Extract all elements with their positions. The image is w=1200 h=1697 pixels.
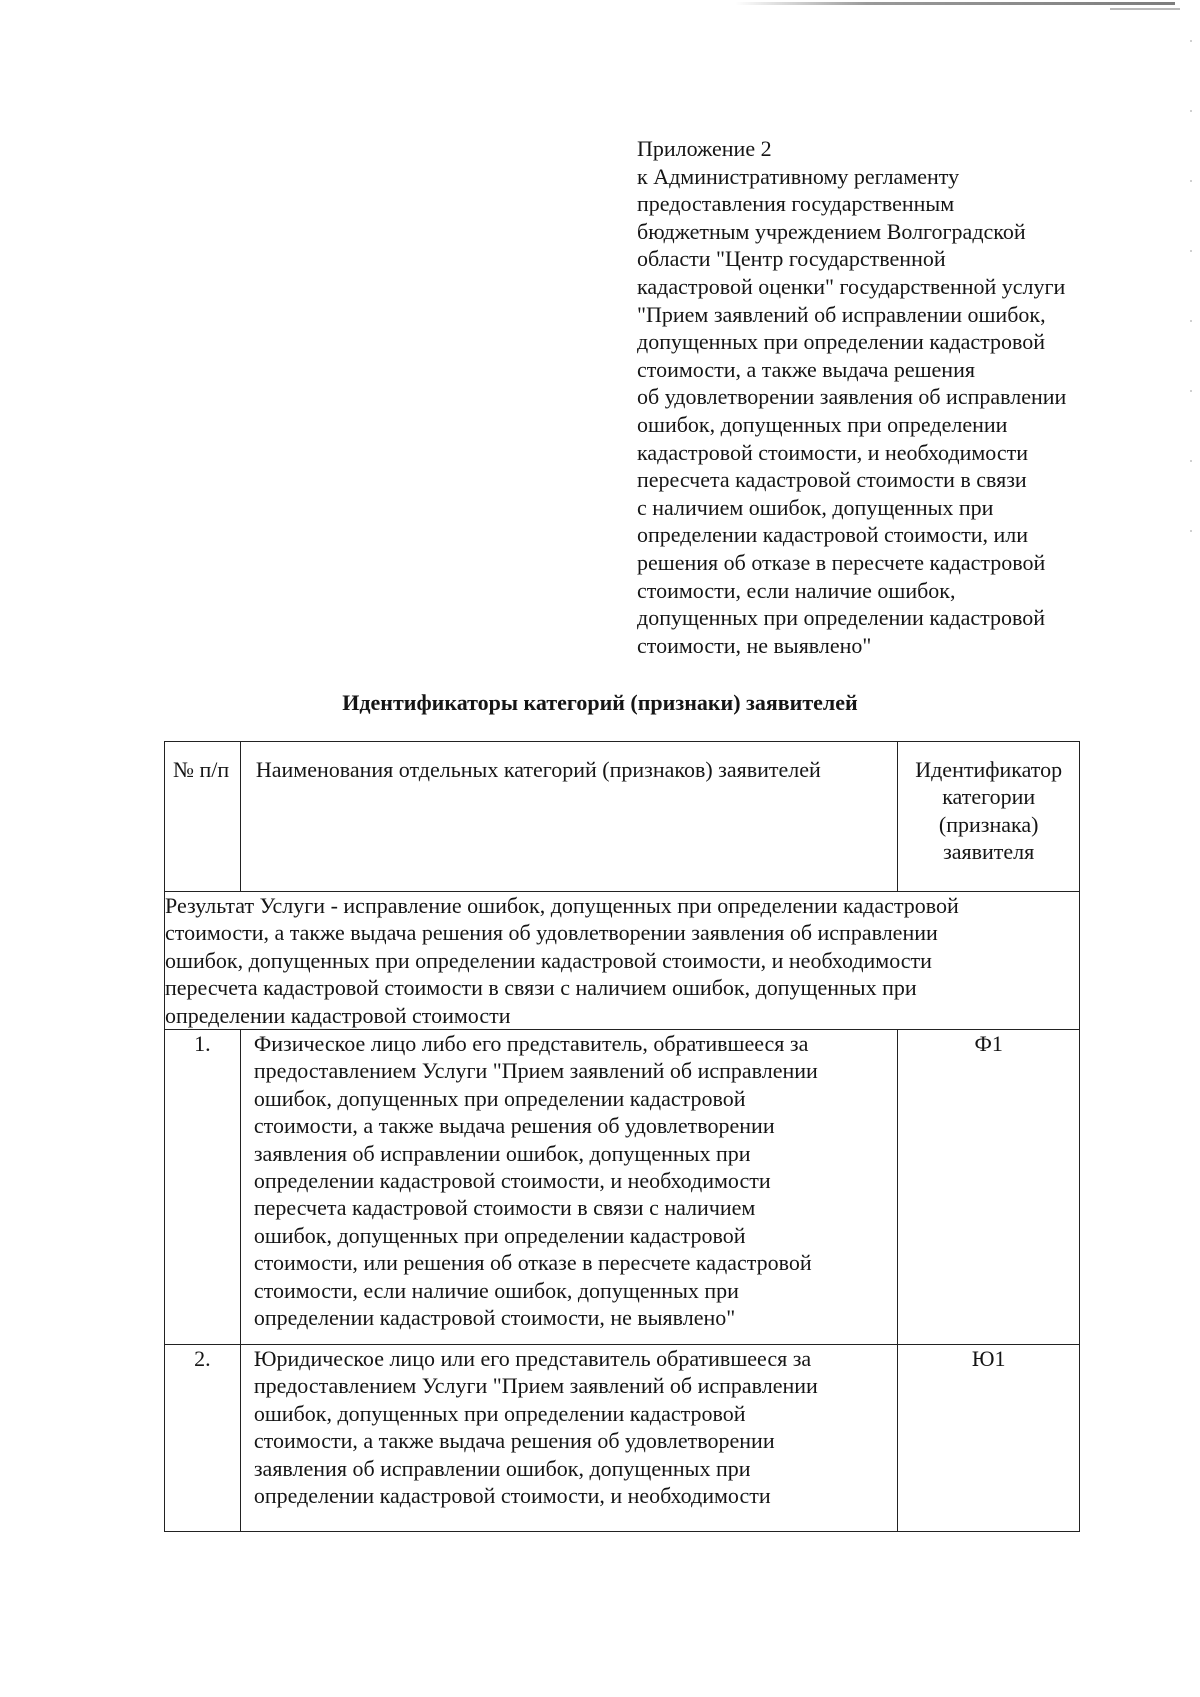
group-line: определении кадастровой стоимости (165, 1002, 511, 1028)
row-num-cell: 1. (165, 1030, 241, 1345)
header-name-cell: Наименования отдельных категорий (признаков) заявителей (240, 742, 898, 892)
group-line: ошибок, допущенных при определении кадастровой стоимости, и необходимости (165, 947, 932, 973)
group-line: Результат Услуги - исправление ошибок, допущенных при определении кадастровой (165, 893, 959, 918)
scan-margin-artifacts (1190, 40, 1192, 540)
row-name-line: пересчета кадастровой стоимости в связи с наличием (253, 1195, 756, 1221)
row-name-line: предоставлением Услуги "Прием заявлений об исправлении (253, 1058, 818, 1084)
appendix-header (637, 135, 1177, 659)
row-name-line: заявления об исправлении ошибок, допущенных при (253, 1140, 751, 1166)
appendix-line: области "Центр государственной (637, 246, 946, 272)
appendix-line: стоимости, если наличие ошибок, (637, 577, 956, 603)
appendix-line: ошибок, допущенных при определении (637, 411, 1008, 437)
row-name-line: стоимости, а также выдача решения об удовлетворении (253, 1113, 775, 1139)
row-name-line: предоставлением Услуги "Прием заявлений об исправлении (253, 1373, 818, 1399)
applicant-categories-table (164, 741, 1080, 1532)
row-name-line: Физическое лицо либо его представитель, обратившееся за (253, 1031, 809, 1057)
appendix-line: "Прием заявлений об исправлении ошибок, (637, 301, 1046, 327)
appendix-line: бюджетным учреждением Волгоградской (637, 218, 1026, 244)
header-id-line: Идентификатор (915, 757, 1063, 782)
appendix-line: кадастровой стоимости, и необходимости (637, 439, 1029, 465)
row-name-line: определении кадастровой стоимости, и необходимости (253, 1483, 771, 1509)
row-name-line: стоимости, или решения об отказе в пересчете кадастровой (253, 1250, 812, 1276)
appendix-line: пересчета кадастровой стоимости в связи (637, 467, 1027, 493)
row-id-cell: Ю1 (898, 1345, 1080, 1532)
appendix-line: стоимости, а также выдача решения (637, 356, 975, 382)
row-name-line: Юридическое лицо или его представитель обратившееся за (253, 1346, 812, 1372)
table-header-row (165, 742, 1080, 892)
header-id-line: заявителя (943, 839, 1035, 865)
group-row (165, 892, 1080, 1030)
row-name-line: ошибок, допущенных при определении кадастровой (253, 1400, 746, 1426)
row-name-line: ошибок, допущенных при определении кадастровой (253, 1085, 746, 1111)
document-title: Идентификаторы категорий (признаки) заявителей (342, 690, 858, 715)
row-name-line: определении кадастровой стоимости, и необходимости (253, 1168, 771, 1194)
appendix-line: об удовлетворении заявления об исправлении (637, 384, 1067, 410)
header-id-line: (признака) (938, 811, 1039, 837)
row-id-cell: Ф1 (898, 1030, 1080, 1345)
header-id-cell (898, 742, 1080, 892)
appendix-line: к Административному регламенту (637, 163, 960, 189)
group-line: пересчета кадастровой стоимости в связи с наличием ошибок, допущенных при (165, 975, 917, 1001)
appendix-line: допущенных при определении кадастровой (637, 329, 1046, 355)
row-name-line: стоимости, если наличие ошибок, допущенных при (253, 1277, 739, 1303)
appendix-line: предоставления государственным (637, 191, 955, 217)
group-line: стоимости, а также выдача решения об удовлетворении заявления об исправлении (165, 920, 938, 946)
row-num-cell: 2. (165, 1345, 241, 1532)
row-name-cell (240, 1345, 898, 1532)
table-row (165, 1030, 1080, 1345)
appendix-line: решения об отказе в пересчете кадастровой (637, 549, 1046, 575)
header-num-cell: № п/п (165, 742, 241, 892)
header-id-line: категории (942, 784, 1036, 810)
appendix-line: определении кадастровой стоимости, или (637, 522, 1029, 548)
row-name-line: ошибок, допущенных при определении кадастровой (253, 1222, 746, 1248)
appendix-line: стоимости, не выявлено" (637, 632, 872, 658)
row-name-cell (240, 1030, 898, 1345)
row-name-line: стоимости, а также выдача решения об удовлетворении (253, 1428, 775, 1454)
row-name-line: определении кадастровой стоимости, не выявлено" (253, 1305, 736, 1331)
row-name-line: заявления об исправлении ошибок, допущенных при (253, 1455, 751, 1481)
appendix-line: с наличием ошибок, допущенных при (637, 494, 994, 520)
scan-edge-mark-2 (1110, 8, 1180, 10)
scan-edge-mark (735, 2, 1175, 5)
table-row (165, 1345, 1080, 1532)
appendix-line: Приложение 2 (637, 136, 772, 161)
appendix-line: кадастровой оценки" государственной услуги (637, 273, 1066, 299)
appendix-line: допущенных при определении кадастровой (637, 605, 1046, 631)
group-cell (165, 892, 1080, 1030)
